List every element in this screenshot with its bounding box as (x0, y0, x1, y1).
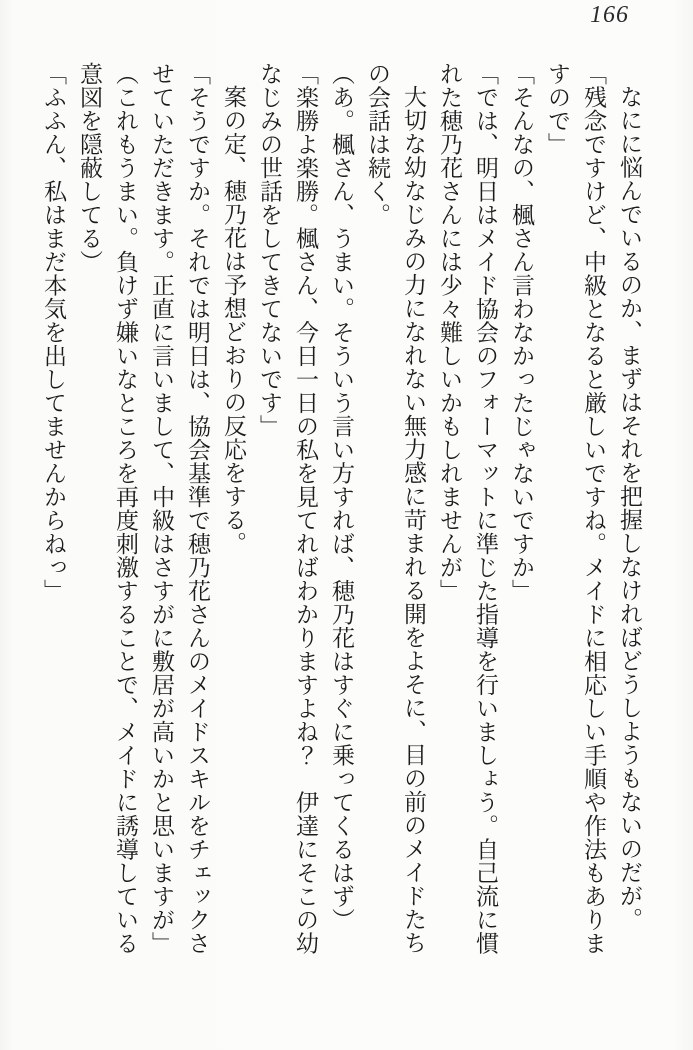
text-line: なじみの世話をしてきてないです」 (257, 62, 282, 438)
text-line: （これもうまい。負けず嫌いなところを再度刺激することで、メイドに誘導している (113, 62, 138, 955)
text-line: なにに悩んでいるのか、まずはそれを把握しなければどうしようもないのだが。 (617, 85, 642, 931)
text-line: 「楽勝よ楽勝。楓さん、今日一日の私を見てればわかりますよね？ 伊達にそこの幼 (293, 62, 318, 955)
text-line: 「では、明日はメイド協会のフォーマットに準じた指導を行いましょう。自己流に慣 (473, 62, 498, 955)
text-line: 「ふふん、私はまだ本気を出してませんからねっ」 (41, 62, 66, 603)
vertical-text-block (35, 62, 647, 962)
text-line: 大切な幼なじみの力になれない無力感に苛まれる開をよそに、目の前のメイドたち (401, 85, 426, 955)
text-line: 案の定、穂乃花は予想どおりの反応をする。 (221, 85, 246, 555)
text-line: 「そうですか。それでは明日は、協会基準で穂乃花さんのメイドスキルをチェックさ (185, 62, 210, 955)
text-line: 意図を隠蔽してる） (77, 62, 102, 274)
text-line: の会話は続く。 (365, 62, 390, 227)
text-line: 「そんなの、楓さん言わなかったじゃないですか」 (509, 62, 534, 603)
text-line: 「残念ですけど、中級となると厳しいですね。メイドに相応しい手順や作法もありま (581, 62, 606, 955)
text-line: すので」 (545, 62, 570, 156)
text-line: （あ。楓さん、うまい。そういう言い方すれば、穂乃花はすぐに乗ってくるはず） (329, 62, 354, 932)
text-line: れた穂乃花さんには少々難しいかもしれませんが」 (437, 62, 462, 603)
page-number: 166 (590, 2, 629, 28)
text-line: せていただきます。正直に言いまして、中級はさすがに敷居が高いかと思いますが」 (149, 62, 174, 955)
